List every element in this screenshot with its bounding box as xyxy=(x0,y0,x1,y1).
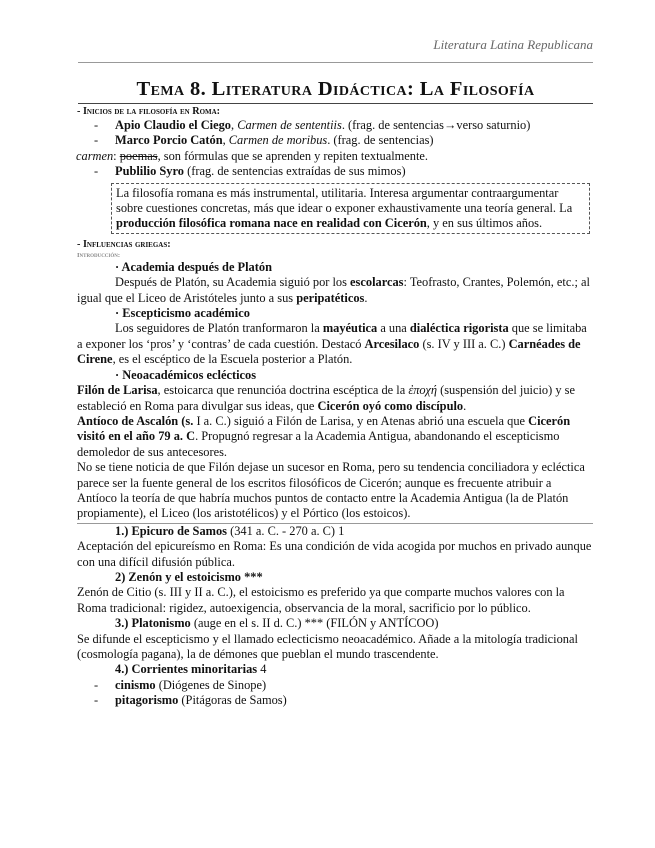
header-rule xyxy=(78,62,593,63)
title-rule xyxy=(78,103,593,104)
section-heading-influencias: - Influencias griegas: xyxy=(77,238,171,250)
paragraph-academia: Después de Platón, su Academia siguió por los escolarcas: Teofrasto, Crantes, Polemón, etc.; al igual que el Liceo de Aristóteles junto a sus peripatéticos. xyxy=(77,275,590,305)
work-title: Carmen de sententiis xyxy=(237,118,342,132)
list-dash: - xyxy=(94,693,99,708)
heading-epicuro: 1.) Epicuro de Samos (341 a. C. - 270 a. C) 1 xyxy=(115,523,345,538)
subheading-neoacademicos: · Neoacadémicos eclécticos xyxy=(115,367,257,382)
list-item: - Apio Claudio el Ciego, Carmen de sententiis. (frag. de sentencias→verso saturnio) xyxy=(94,118,531,132)
author-name: Marco Porcio Catón xyxy=(115,133,223,148)
list-dash: - xyxy=(94,677,99,692)
paragraph-zenon: Zenón de Citio (s. III y II a. C.), el estoicismo es preferido ya que comparte muchos valores con la Roma tradicional: rigidez, autoexigencia, observancia de la moral, sacrificio por lo público. xyxy=(77,585,565,615)
intro-label: Introducción: xyxy=(77,251,121,259)
list-item: - Marco Porcio Catón, Carmen de moribus. (frag. de sentencias) xyxy=(94,133,434,148)
list-dash: - xyxy=(94,133,99,148)
work-title: Carmen de moribus xyxy=(228,133,328,148)
page-title: Tema 8. Literatura Didáctica: La Filosofía xyxy=(136,78,535,100)
carmen-note: carmen: poemas, son fórmulas que se aprenden y repiten textualmente. xyxy=(76,148,429,163)
heading-platonismo: 3.) Platonismo (auge en el s. II d. C.) *** (FILÓN y ANTÍCOO) xyxy=(115,616,439,631)
heading-zenon: 2) Zenón y el estoicismo *** xyxy=(115,569,263,584)
list-dash: - xyxy=(94,118,99,132)
summary-box: La filosofía romana es más instrumental, utilitaria. Interesa argumentar contraargumentar sobre cuestiones concretas, más que idear o exponer exhaustivamente una teoría general. La producción filosófica romana nace en realidad con Cicerón, y en sus últimos años. xyxy=(111,183,590,234)
subheading-academia: · Academia después de Platón xyxy=(115,259,272,274)
running-header: Literatura Latina Republicana xyxy=(433,37,593,52)
list-item: - Publilio Syro (frag. de sentencias extraídas de sus mimos) xyxy=(94,164,406,179)
list-item: - pitagorismo (Pitágoras de Samos) xyxy=(94,693,287,708)
author-name: Publilio Syro xyxy=(115,164,184,179)
paragraph-filon: Filón de Larisa, estoicarca que renuncióa doctrina escéptica de la ἐποχή (suspensión del juicio) y se estableció en Roma para divulgar sus ideas, que Cicerón oyó como discípulo. xyxy=(77,383,575,413)
paragraph-epicuro: Aceptación del epicureísmo en Roma: Es una condición de vida acogida por muchos en privado aunque con una difícil difusión pública. xyxy=(77,539,592,569)
paragraph-filon-sucesor: No se tiene noticia de que Filón dejase un sucesor en Roma, pero su tendencia conciliadora y ecléctica parece ser la fuente general de los escritos filosóficos de Cicerón; aunque es frecuente atribuir a Antíoco la teoría de que habría muchos puntos de contacto entre la Academia Antigua (la de Platón propiamente), el Liceo (los aristotélicos) y el Pórtico (los estoicos). xyxy=(77,460,585,521)
list-dash: - xyxy=(94,164,99,179)
author-name: Apio Claudio el Ciego xyxy=(115,118,231,132)
paragraph-escepticismo: Los seguidores de Platón tranformaron la mayéutica a una dialéctica rigorista que se limitaba a exponer los ‘pros’ y ‘contras’ de cada cuestión. Destacó Arcesilaco (s. IV y III a. C.) Carnéades de Cirene, es el escéptico de la Escuela posterior a Platón. xyxy=(77,321,587,367)
document-body xyxy=(77,105,593,709)
heading-minoritarias: 4.) Corrientes minoritarias 4 xyxy=(115,662,267,677)
paragraph-platonismo: Se difunde el escepticismo y el llamado eclecticismo neoacadémico. Añade a la mitología tradicional (cosmología pagana), la de démones que pueblan el mundo trascendente. xyxy=(77,631,578,661)
paragraph-antioco: Antíoco de Ascalón (s. I a. C.) siguió a Filón de Larisa, y en Atenas abrió una escuela que Cicerón visitó en el año 79 a. C. Propugnó regresar a la Academia Antigua, abandonando el escepticismo demoledor de sus antecesores. xyxy=(77,413,571,459)
subheading-escepticismo: · Escepticismo académico xyxy=(115,306,250,321)
section-heading-inicios: - Inicios de la filosofía en Roma: xyxy=(77,106,221,117)
list-item: - cinismo (Diógenes de Sinope) xyxy=(94,677,267,692)
